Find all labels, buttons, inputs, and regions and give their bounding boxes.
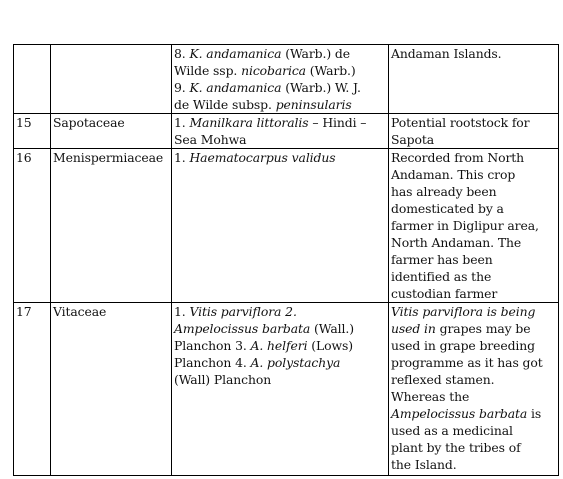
cell-line bbox=[391, 285, 557, 302]
table-row bbox=[14, 114, 559, 149]
text-run: North Andaman. The bbox=[391, 235, 522, 250]
cell-line bbox=[174, 114, 387, 131]
text-run: farmer in Diglipur area, bbox=[391, 218, 539, 233]
cell-line bbox=[391, 422, 557, 439]
cell-line bbox=[174, 79, 387, 96]
cell-line bbox=[391, 114, 557, 131]
remarks-cell bbox=[389, 303, 559, 476]
text-run: farmer has been bbox=[391, 252, 493, 267]
cell-line bbox=[174, 45, 387, 62]
text-run: Wilde ssp. bbox=[174, 63, 242, 78]
cell-line bbox=[391, 251, 557, 268]
text-run: grapes may be bbox=[435, 321, 531, 336]
cell-line bbox=[174, 62, 387, 79]
cell-line bbox=[391, 320, 557, 337]
cell-line bbox=[174, 131, 387, 148]
text-run: used in grape breeding bbox=[391, 338, 535, 353]
italic-text: Manilkara littoralis bbox=[189, 115, 309, 130]
text-run: reflexed stamen. bbox=[391, 372, 495, 387]
cell-line bbox=[391, 337, 557, 354]
cell-line bbox=[174, 371, 387, 388]
family-cell bbox=[51, 45, 172, 114]
species-table bbox=[13, 44, 559, 476]
cell-line bbox=[391, 405, 557, 422]
row-number-cell bbox=[14, 45, 51, 114]
text-run: Recorded from North bbox=[391, 150, 525, 165]
cell-line bbox=[391, 388, 557, 405]
table-row bbox=[14, 149, 559, 303]
text-run: custodian farmer bbox=[391, 286, 498, 301]
cell-line bbox=[391, 439, 557, 456]
text-run: identified as the bbox=[391, 269, 492, 284]
text-run: – Hindi – bbox=[308, 115, 367, 130]
cell-line bbox=[391, 45, 557, 62]
text-run: is bbox=[527, 406, 542, 421]
remarks-cell bbox=[389, 114, 559, 149]
italic-text: Ampelocissus barbata bbox=[174, 321, 311, 336]
text-run: Planchon 4. bbox=[174, 355, 251, 370]
cell-line bbox=[174, 303, 387, 320]
species-cell bbox=[172, 149, 389, 303]
cell-line bbox=[174, 96, 387, 113]
remarks-cell bbox=[389, 149, 559, 303]
text-run: Planchon 3. bbox=[174, 338, 251, 353]
cell-line bbox=[391, 268, 557, 285]
text-run: 1. bbox=[174, 115, 190, 130]
italic-text: Ampelocissus barbata bbox=[391, 406, 528, 421]
italic-text: K. andamanica bbox=[189, 46, 282, 61]
species-cell bbox=[172, 45, 389, 114]
row-number-cell: 15 bbox=[14, 114, 51, 149]
text-run: Potential rootstock for bbox=[391, 115, 530, 130]
remarks-cell bbox=[389, 45, 559, 114]
text-run: de Wilde subsp. bbox=[174, 97, 276, 112]
text-run: Andaman Islands. bbox=[391, 46, 502, 61]
cell-line bbox=[174, 149, 387, 166]
italic-text: A. helferi bbox=[250, 338, 308, 353]
italic-text: A. polystachya bbox=[250, 355, 341, 370]
cell-line bbox=[174, 320, 387, 337]
text-run: 1. bbox=[174, 150, 190, 165]
text-run: Whereas the bbox=[391, 389, 470, 404]
cell-line bbox=[391, 371, 557, 388]
species-cell bbox=[172, 114, 389, 149]
italic-text: Vitis parviflora is being bbox=[391, 304, 536, 319]
italic-text: peninsularis bbox=[275, 97, 352, 112]
text-run: (Warb.) W. J. bbox=[281, 80, 361, 95]
cell-line bbox=[391, 183, 557, 200]
row-number-cell: 16 bbox=[14, 149, 51, 303]
text-run: (Wall.) bbox=[310, 321, 354, 336]
italic-text: used in bbox=[391, 321, 436, 336]
cell-line bbox=[174, 337, 387, 354]
italic-text: nicobarica bbox=[241, 63, 306, 78]
cell-line bbox=[391, 166, 557, 183]
cell-line bbox=[391, 456, 557, 473]
cell-line bbox=[174, 354, 387, 371]
text-run: plant by the tribes of bbox=[391, 440, 521, 455]
text-run: has already been bbox=[391, 184, 497, 199]
text-run: Andaman. This crop bbox=[391, 167, 516, 182]
text-run: (Lows) bbox=[307, 338, 353, 353]
text-run: used as a medicinal bbox=[391, 423, 513, 438]
text-run: domesticated by a bbox=[391, 201, 504, 216]
row-number-cell: 17 bbox=[14, 303, 51, 476]
text-run: programme as it has got bbox=[391, 355, 543, 370]
italic-text: Vitis parviflora 2. bbox=[189, 304, 297, 319]
text-run: (Warb.) bbox=[305, 63, 356, 78]
table-row bbox=[14, 303, 559, 476]
cell-line bbox=[391, 200, 557, 217]
text-run: Sea Mohwa bbox=[174, 132, 247, 147]
text-run: 1. bbox=[174, 304, 190, 319]
italic-text: K. andamanica bbox=[189, 80, 282, 95]
text-run: 8. bbox=[174, 46, 190, 61]
cell-line bbox=[391, 303, 557, 320]
text-run: Sapota bbox=[391, 132, 435, 147]
family-cell: Vitaceae bbox=[51, 303, 172, 476]
table-row bbox=[14, 45, 559, 114]
family-cell: Menispermiaceae bbox=[51, 149, 172, 303]
text-run: (Wall) Planchon bbox=[174, 372, 272, 387]
cell-line bbox=[391, 217, 557, 234]
cell-line bbox=[391, 354, 557, 371]
cell-line bbox=[391, 149, 557, 166]
text-run: (Warb.) de bbox=[281, 46, 350, 61]
text-run: the Island. bbox=[391, 457, 457, 472]
text-run: 9. bbox=[174, 80, 190, 95]
cell-line bbox=[391, 131, 557, 148]
cell-line bbox=[391, 234, 557, 251]
italic-text: Haematocarpus validus bbox=[189, 150, 336, 165]
family-cell: Sapotaceae bbox=[51, 114, 172, 149]
species-cell bbox=[172, 303, 389, 476]
